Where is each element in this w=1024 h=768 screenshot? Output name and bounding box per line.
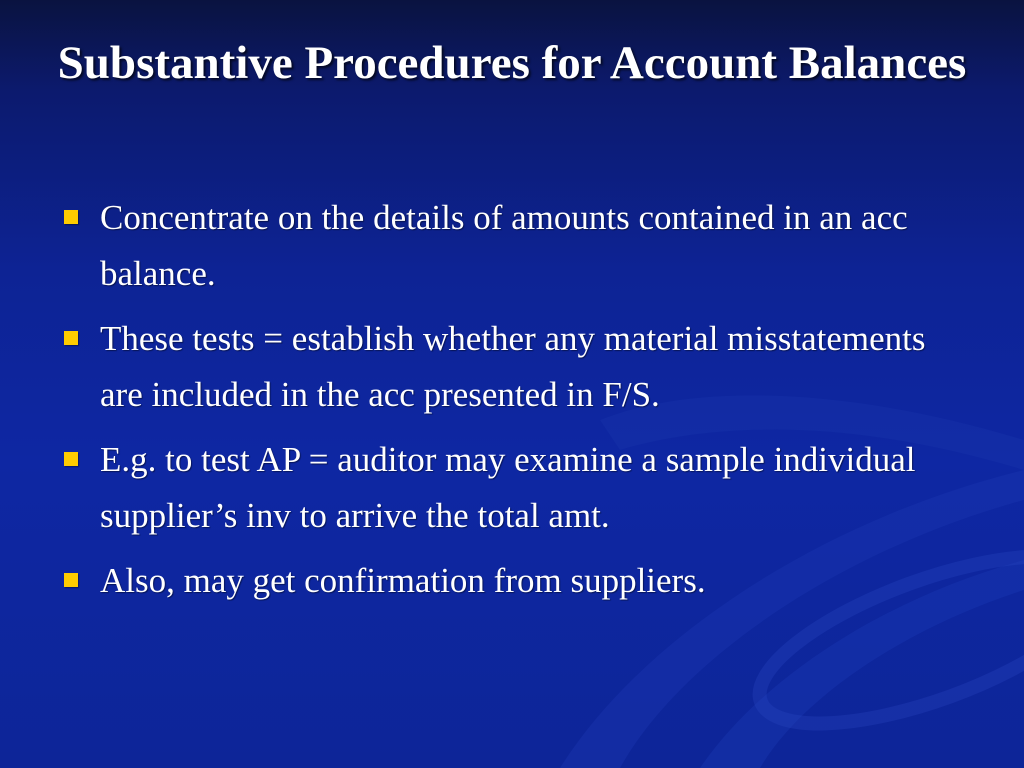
bullet-item [62,190,962,302]
bullet-text: Concentrate on the details of amounts contained in an acc balance. [100,198,908,293]
slide-title: Substantive Procedures for Account Balances [57,37,967,89]
square-bullet-icon [64,573,78,587]
bullet-text: These tests = establish whether any material misstatements are included in the acc presented in F/S. [100,319,926,414]
square-bullet-icon [64,210,78,224]
bullet-item [62,432,962,544]
bullet-text: E.g. to test AP = auditor may examine a sample individual supplier’s inv to arrive the total amt. [100,440,916,535]
bullet-item [62,553,962,609]
square-bullet-icon [64,452,78,466]
bullet-text: Also, may get confirmation from suppliers. [100,561,706,600]
bullet-list [62,190,962,618]
square-bullet-icon [64,331,78,345]
bullet-item [62,311,962,423]
